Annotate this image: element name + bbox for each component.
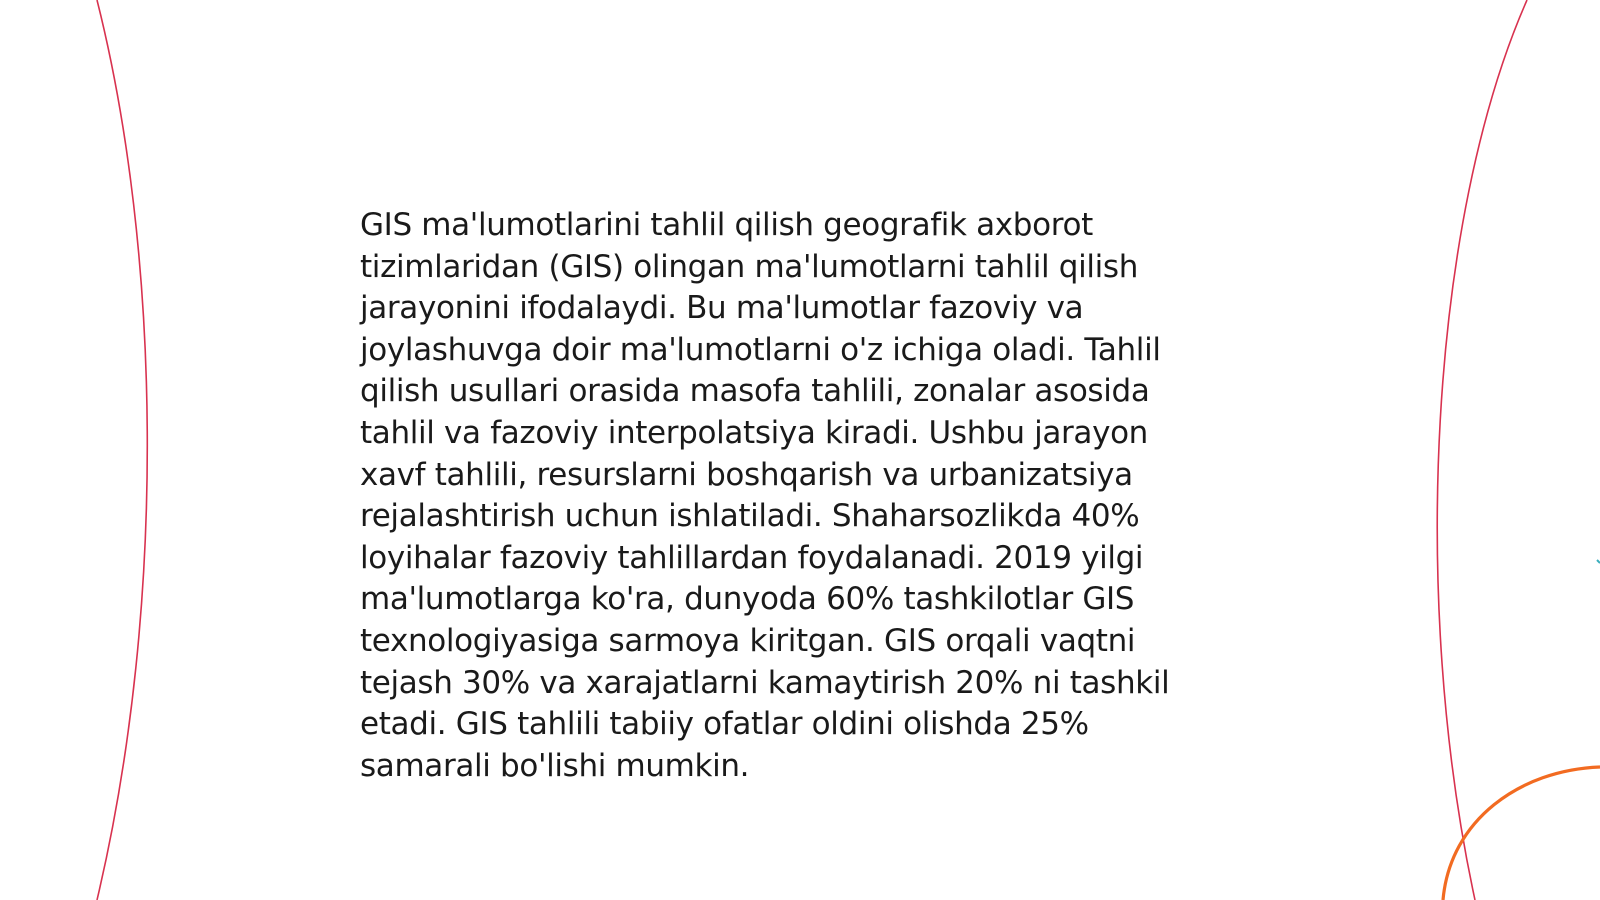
left-red-arc xyxy=(97,0,147,900)
body-paragraph: GIS ma'lumotlarini tahlil qilish geografik axborot tizimlaridan (GIS) olingan ma'lumotlarni tahlil qilish jarayonini ifodalaydi. Bu ma'lumotlar fazoviy va joylashuvga doir ma'lumotlarni o'z ichiga oladi. Tahlil qilish usullari orasida masofa tahlili, zonalar asosida tahlil va fazoviy interpolatsiya kiradi. Ushbu jarayon xavf tahlili, resurslarni boshqarish va urbanizatsiya rejalashtirish uchun ishlatiladi. Shaharsozlikda 40% loyihalar fazoviy tahlillardan foydalanadi. 2019 yilgi ma'lumotlarga ko'ra, dunyoda 60% tashkilotlar GIS texnologiyasiga sarmoya kiritgan. GIS orqali vaqtni tejash 30% va xarajatlarni kamaytirish 20% ni tashkil etadi. GIS tahlili tabiiy ofatlar oldini olishda 25% samarali bo'lishi mumkin. xyxy=(360,207,1170,784)
right-red-arc xyxy=(1437,0,1527,900)
orange-circle-arc xyxy=(1443,767,1600,900)
